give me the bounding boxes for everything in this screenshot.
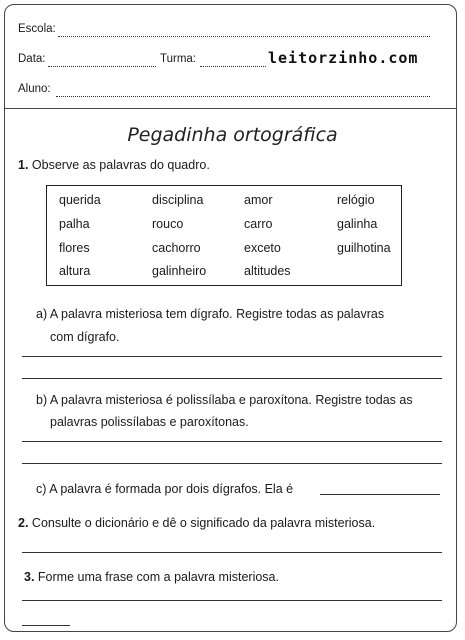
question-3-number: 3. — [24, 570, 35, 584]
escola-field[interactable] — [58, 36, 430, 37]
question-1 — [18, 158, 210, 172]
site-logo: leitorzinho.com — [268, 49, 419, 67]
question-3 — [24, 570, 279, 584]
answer-line[interactable] — [22, 625, 70, 626]
word-cell: galinha — [337, 217, 378, 231]
word-cell: guilhotina — [337, 241, 391, 255]
question-2-text: Consulte o dicionário e dê o significado da palavra misteriosa. — [31, 516, 376, 530]
question-3-text: Forme uma frase com a palavra misteriosa. — [37, 570, 279, 584]
word-cell: flores — [59, 241, 90, 255]
answer-line[interactable] — [22, 552, 442, 553]
word-cell: rouco — [152, 217, 184, 231]
answer-line[interactable] — [22, 378, 442, 379]
question-1b-line1: b) A palavra misteriosa é polissílaba e paroxítona. Registre todas as — [36, 393, 413, 407]
escola-label: Escola: — [18, 23, 56, 35]
word-cell: disciplina — [152, 193, 204, 207]
question-1a-line2: com dígrafo. — [50, 330, 120, 344]
word-cell: altitudes — [244, 264, 291, 278]
turma-field[interactable] — [200, 66, 266, 67]
answer-line[interactable] — [22, 463, 442, 464]
question-1-text: Observe as palavras do quadro. — [31, 158, 210, 172]
question-2 — [18, 516, 375, 530]
data-field[interactable] — [48, 66, 156, 67]
word-cell: carro — [244, 217, 273, 231]
aluno-label: Aluno: — [18, 83, 51, 95]
answer-line[interactable] — [22, 600, 442, 601]
word-cell: relógio — [337, 193, 375, 207]
word-cell: altura — [59, 264, 91, 278]
worksheet-title: Pegadinha ortográfica — [127, 124, 338, 146]
word-cell: cachorro — [152, 241, 201, 255]
question-2-number: 2. — [18, 516, 29, 530]
answer-line[interactable] — [22, 441, 442, 442]
answer-line[interactable] — [22, 356, 442, 357]
word-cell: galinheiro — [152, 264, 207, 278]
question-1-number: 1. — [18, 158, 29, 172]
header-divider — [4, 108, 457, 109]
word-cell: exceto — [244, 241, 281, 255]
aluno-field[interactable] — [56, 96, 430, 97]
question-1a-line1: a) A palavra misteriosa tem dígrafo. Registre todas as palavras — [36, 307, 385, 321]
word-cell: amor — [244, 193, 273, 207]
question-1b-line2: palavras polissílabas e paroxítonas. — [50, 415, 249, 429]
turma-label: Turma: — [160, 53, 196, 65]
word-cell: querida — [59, 193, 101, 207]
word-box — [46, 185, 402, 286]
data-label: Data: — [18, 53, 46, 65]
answer-line[interactable] — [320, 494, 440, 495]
question-1c-text: c) A palavra é formada por dois dígrafos. Ela é — [36, 482, 294, 496]
word-cell: palha — [59, 217, 90, 231]
